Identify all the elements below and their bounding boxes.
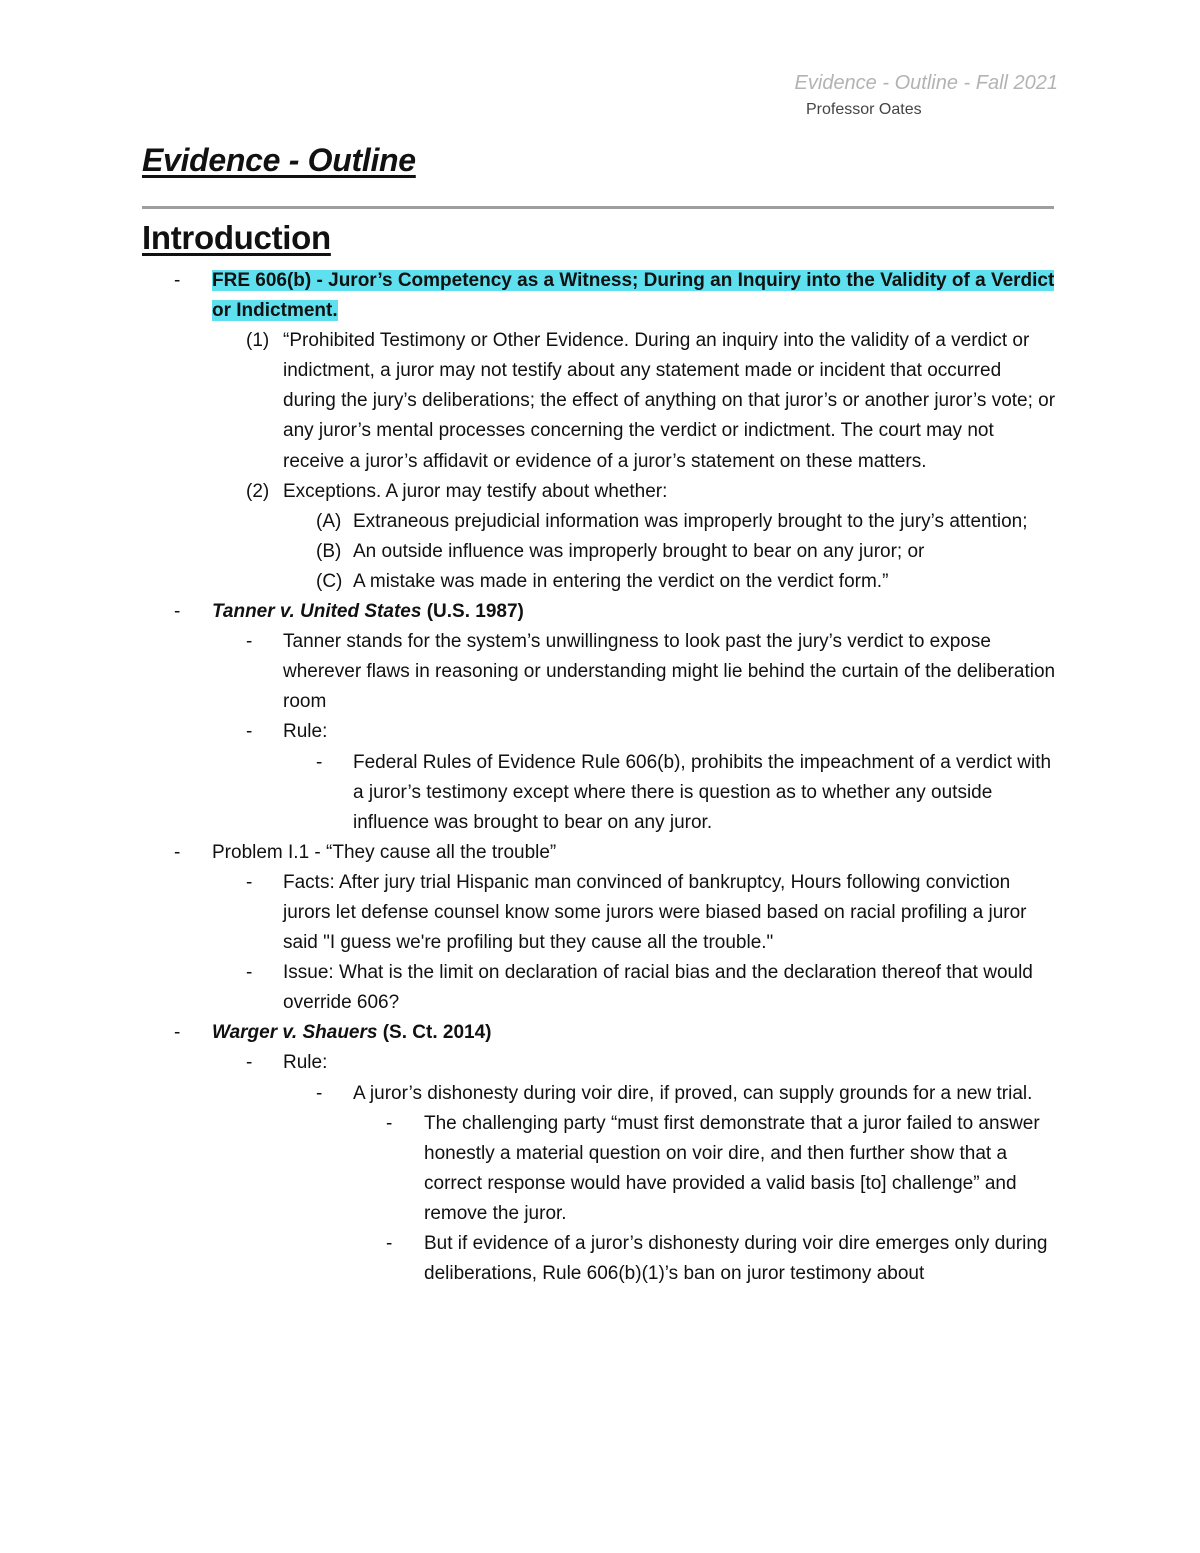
outline-item [0, 537, 1200, 567]
list-marker: - [174, 1022, 181, 1044]
list-marker: - [246, 721, 253, 743]
text-run: Tanner v. United States [212, 601, 422, 623]
list-marker: - [174, 270, 181, 291]
outline-text [212, 1018, 1056, 1048]
list-marker: - [386, 1112, 393, 1134]
outline-item [0, 958, 1200, 1018]
list-marker: - [316, 1082, 323, 1104]
list-marker: - [246, 871, 253, 893]
outline-text [283, 326, 1056, 476]
text-run: (U.S. 1987) [421, 601, 524, 623]
list-marker: - [174, 601, 181, 623]
text-run: Issue: What is the limit on declaration of racial bias and the declaration thereof that would override 606? [283, 962, 1033, 1014]
text-run: A mistake was made in entering the verdict on the verdict form.” [353, 570, 889, 592]
list-marker: (B) [316, 540, 342, 562]
outline-item [0, 567, 1200, 597]
text-run: Rule: [283, 1052, 328, 1074]
outline-text [353, 507, 1056, 537]
outline-item [0, 838, 1200, 868]
outline-item [0, 507, 1200, 537]
text-run: Federal Rules of Evidence Rule 606(b), prohibits the impeachment of a verdict with a juror’s testimony except where there is question as to whether any outside influence was brought to bear on any juror. [353, 751, 1052, 833]
list-marker: (2) [246, 480, 270, 502]
text-run: Rule: [283, 721, 328, 743]
text-run: Problem I.1 - “They cause all the trouble” [212, 841, 557, 863]
list-marker: (C) [316, 570, 343, 592]
outline-text [212, 597, 1056, 627]
outline-item [0, 266, 1200, 326]
list-marker: - [246, 631, 253, 653]
outline-text [424, 1109, 1056, 1229]
outline-list [0, 266, 1200, 1289]
outline-item [0, 627, 1200, 717]
outline-item [0, 1079, 1200, 1109]
outline-item [0, 326, 1200, 476]
outline-text [283, 1048, 1056, 1078]
outline-text [283, 958, 1056, 1018]
text-run: An outside influence was improperly brought to bear on any juror; or [353, 540, 925, 562]
outline-text [353, 537, 1056, 567]
outline-text [424, 1229, 1056, 1289]
document-title: Evidence - Outline [142, 142, 416, 178]
outline-item [0, 1048, 1200, 1078]
outline-item [0, 597, 1200, 627]
outline-text [212, 266, 1056, 326]
outline-text [283, 627, 1056, 717]
text-run: A juror’s dishonesty during voir dire, if proved, can supply grounds for a new trial. [353, 1082, 1033, 1104]
outline-item [0, 748, 1200, 838]
text-run: Extraneous prejudicial information was improperly brought to the jury’s attention; [353, 510, 1028, 532]
list-marker: - [174, 841, 181, 863]
outline-item [0, 717, 1200, 747]
outline-text [212, 838, 1056, 868]
text-run: Facts: After jury trial Hispanic man convinced of bankruptcy, Hours following conviction jurors let defense counsel know some jurors were biased based on racial profiling a juror said "I guess we're profiling but they cause all the trouble." [283, 871, 1027, 954]
header-course-title: Evidence - Outline - Fall 2021 [794, 72, 1058, 94]
text-run: “Prohibited Testimony or Other Evidence. During an inquiry into the validity of a verdict or indictment, a juror may not testify about any statement made or incident that occurred during the jury’s deliberations; the effect of anything on that juror’s or another juror’s vote; or any juror’s mental processes concerning the verdict or indictment. The court may not receive a juror’s affidavit or evidence of a juror’s statement on these matters. [283, 330, 1056, 472]
list-marker: - [386, 1233, 393, 1254]
outline-text [353, 567, 1056, 597]
text-run: Warger v. Shauers [212, 1022, 378, 1044]
outline-text [283, 477, 1056, 507]
outline-text [283, 717, 1056, 747]
list-marker: - [316, 751, 323, 773]
text-run: But if evidence of a juror’s dishonesty during voir dire emerges only during deliberations, Rule 606(b)(1)’s ban on juror testimony about [424, 1233, 1048, 1285]
outline-item [0, 477, 1200, 507]
outline-text [353, 1079, 1056, 1109]
horizontal-rule [142, 206, 1054, 209]
highlighted-text: FRE 606(b) - Juror’s Competency as a Witness; During an Inquiry into the Validity of a Verdict or Indictment. [212, 270, 1055, 322]
outline-item [0, 868, 1200, 958]
text-run: (S. Ct. 2014) [377, 1022, 492, 1044]
text-run: Exceptions. A juror may testify about whether: [283, 480, 668, 502]
outline-text [353, 748, 1056, 838]
outline-text [283, 868, 1056, 958]
outline-item [0, 1018, 1200, 1048]
text-run: Tanner stands for the system’s unwillingness to look past the jury’s verdict to expose wherever flaws in reasoning or understanding might lie behind the curtain of the deliberation room [283, 631, 1056, 713]
list-marker: (A) [316, 510, 342, 532]
list-marker: - [246, 1052, 253, 1074]
header-professor: Professor Oates [806, 101, 922, 118]
text-run: The challenging party “must first demonstrate that a juror failed to answer honestly a material question on voir dire, and then further show that a correct response would have provided a valid basis [to] challenge” and remove the juror. [424, 1112, 1040, 1224]
section-heading: Introduction [142, 219, 331, 256]
list-marker: - [246, 962, 253, 984]
outline-item [0, 1109, 1200, 1229]
outline-item [0, 1229, 1200, 1289]
list-marker: (1) [246, 330, 270, 352]
